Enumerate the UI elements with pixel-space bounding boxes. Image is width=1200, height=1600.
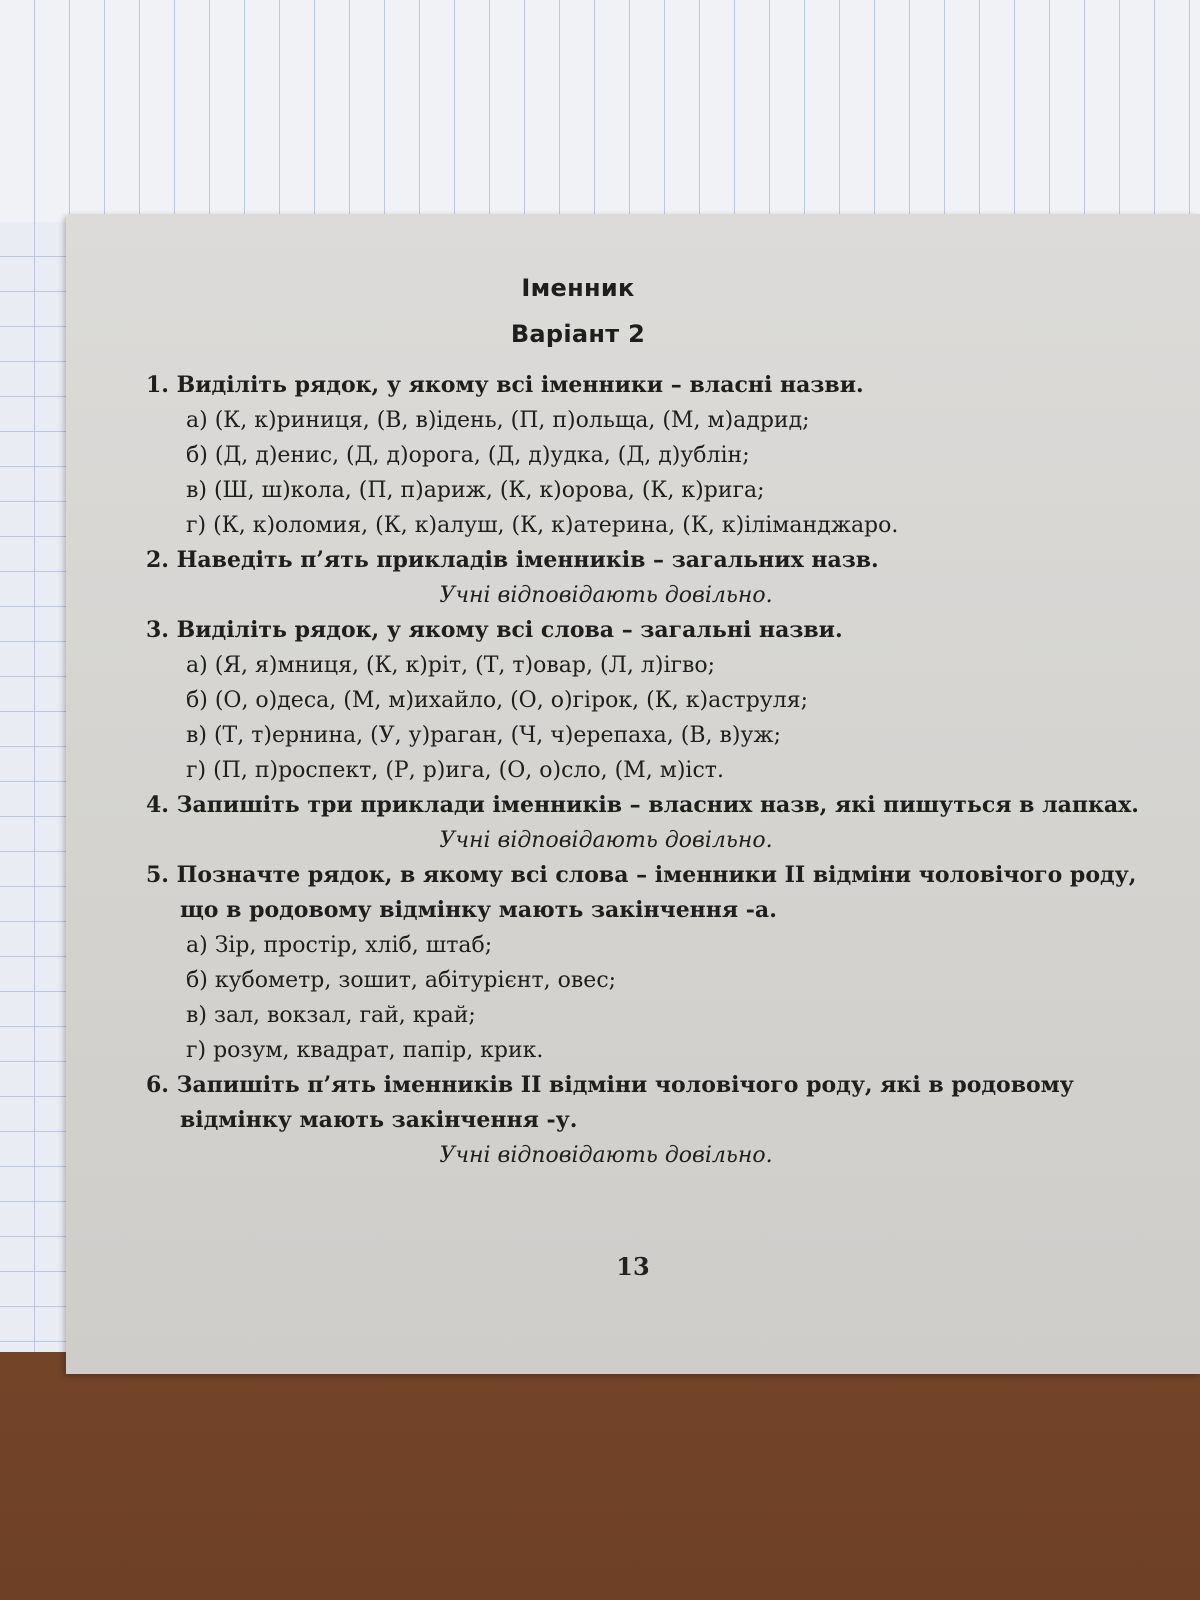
task-5-question: 5. Позначте рядок, в якому всі слова – іменники ІІ відміни чоловічого роду, що в родовому відмінку мають закінчення -а. <box>146 862 1137 923</box>
task-1-option-d: г) (К, к)оломия, (К, к)алуш, (К, к)атерина, (К, к)іліманджаро. <box>186 513 899 538</box>
task-4-question: 4. Запишіть три приклади іменників – власних назв, які пишуться в лапках. <box>146 792 1139 818</box>
task-1-question: 1. Виділіть рядок, у якому всі іменники – власні назви. <box>146 372 864 398</box>
task-5-option-d: г) розум, квадрат, папір, крик. <box>186 1038 544 1063</box>
task-3-option-a: а) (Я, я)мниця, (К, к)ріт, (Т, т)овар, (Л, л)ігво; <box>186 653 716 678</box>
task-1-option-c: в) (Ш, ш)кола, (П, п)ариж, (К, к)орова, (К, к)рига; <box>186 478 765 503</box>
page-content <box>146 274 1146 1173</box>
variant-title: Варіант 2 <box>510 320 646 348</box>
task-3-option-c: в) (Т, т)ернина, (У, у)раган, (Ч, ч)ерепаха, (В, в)уж; <box>186 723 782 748</box>
book-page <box>66 214 1200 1374</box>
task-5-option-c: в) зал, вокзал, гай, край; <box>186 1003 476 1028</box>
task-3-option-d: г) (П, п)роспект, (Р, р)ига, (О, о)сло, (М, м)іст. <box>186 758 724 783</box>
task-6-answer: Учні відповідають довільно. <box>439 1143 773 1168</box>
page-number: 13 <box>616 1252 650 1281</box>
task-5-option-a: а) Зір, простір, хліб, штаб; <box>186 933 493 958</box>
page-title: Іменник <box>521 274 635 302</box>
task-6-question: 6. Запишіть п’ять іменників ІІ відміни чоловічого роду, які в родовому відмінку мають закінчення -у. <box>146 1072 1074 1133</box>
task-2-answer: Учні відповідають довільно. <box>439 583 773 608</box>
task-1-option-a: а) (К, к)риниця, (В, в)ідень, (П, п)ольща, (М, м)адрид; <box>186 408 810 433</box>
task-3-question: 3. Виділіть рядок, у якому всі слова – загальні назви. <box>146 617 843 643</box>
task-5-option-b: б) кубометр, зошит, абітурієнт, овес; <box>186 968 617 993</box>
task-1-option-b: б) (Д, д)енис, (Д, д)орога, (Д, д)удка, (Д, д)ублін; <box>186 443 750 468</box>
task-2-question: 2. Наведіть п’ять прикладів іменників – загальних назв. <box>146 547 879 573</box>
task-list <box>146 368 1146 1173</box>
task-3-option-b: б) (О, о)деса, (М, м)ихайло, (О, о)гірок, (К, к)аструля; <box>186 688 808 713</box>
task-4-answer: Учні відповідають довільно. <box>439 828 773 853</box>
notebook-sheet <box>0 0 1200 232</box>
